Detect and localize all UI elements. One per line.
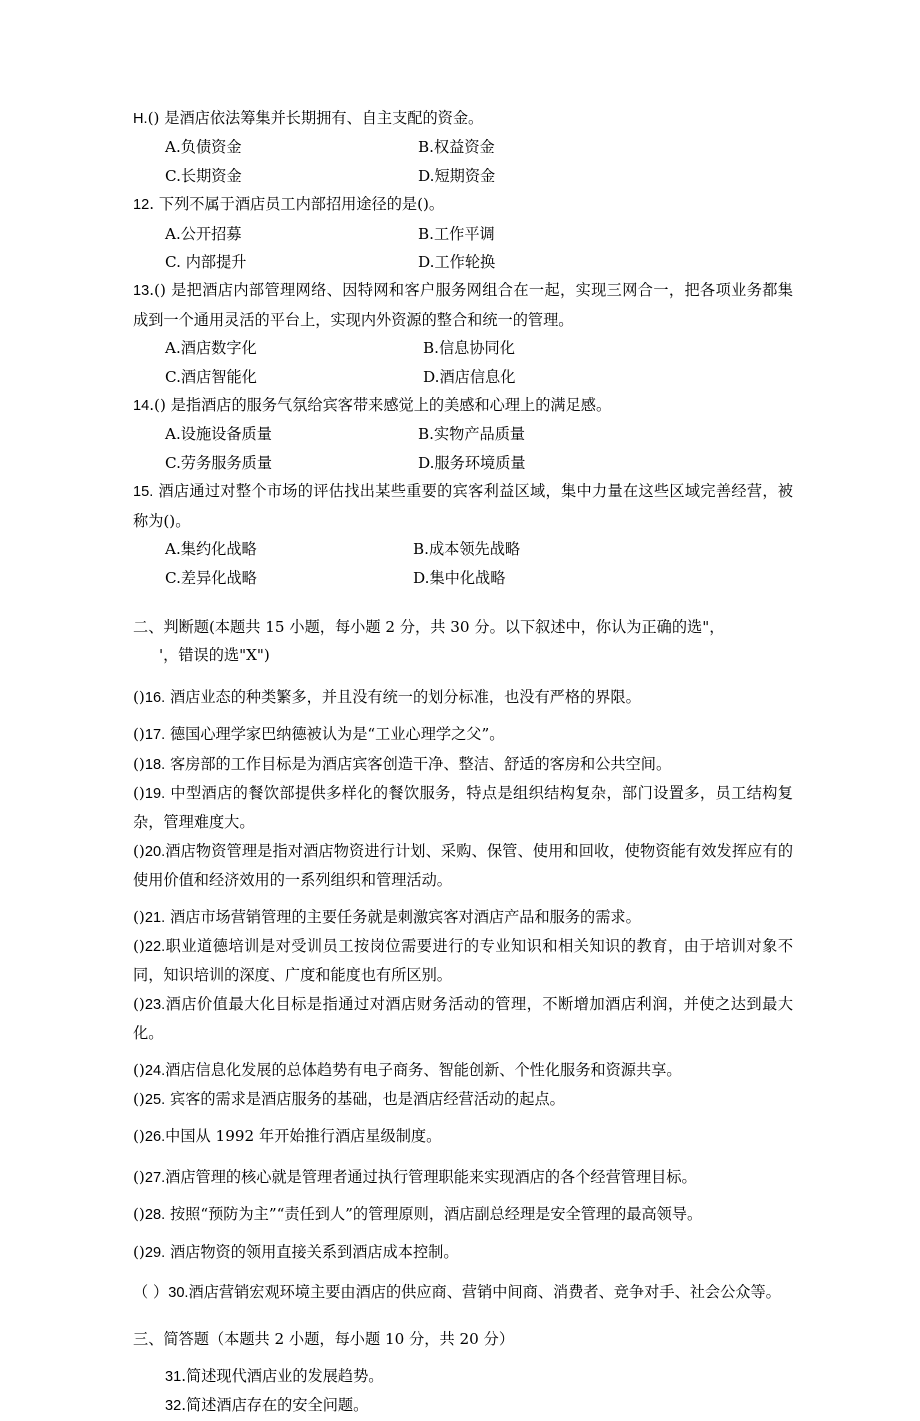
item-number-30: 30. — [168, 1285, 189, 1302]
item-text-23: 酒店价值最大化目标是指通过对酒店财务活动的管理，不断增加酒店利润，并使之达到最大化。 — [133, 994, 793, 1043]
true-false-item-19 — [133, 779, 793, 837]
question-number-12: 12 — [133, 197, 150, 214]
option-b-11[interactable]: B.权益资金 — [418, 138, 495, 157]
true-false-item-18 — [133, 750, 793, 779]
question-options-13-row2 — [133, 363, 793, 391]
section-heading-short-answer: 三、简答题（本题共 2 小题，每小题 10 分，共 20 分） — [133, 1330, 515, 1349]
item-number-22: 22. — [144, 938, 166, 955]
item-number-32: 32 — [165, 1398, 182, 1415]
option-b-14[interactable]: B.实物产品质量 — [418, 425, 526, 444]
option-c-13[interactable]: C.酒店智能化 — [165, 367, 257, 386]
question-number-13: 13 — [133, 283, 150, 300]
item-text-19: 中型酒店的餐饮部提供多样化的餐饮服务，特点是组织结构复杂，部门设置多，员工结构复杂，管理难度大。 — [133, 783, 793, 832]
answer-blank-22[interactable]: () — [133, 936, 145, 955]
true-false-item-23 — [133, 990, 793, 1048]
answer-blank-16[interactable]: () — [133, 687, 145, 706]
item-text-31: .简述现代酒店业的发展趋势。 — [181, 1366, 384, 1385]
item-text-18: 客房部的工作目标是为酒店宾客创造干净、整洁、舒适的客房和公共空间。 — [165, 754, 672, 773]
question-options-15 — [133, 535, 793, 563]
question-text-13: .() 是把酒店内部管理网络、因特网和客户服务网组合在一起，实现三网合一，把各项业务都集成到一个通用灵活的平台上，实现内外资源的整合和统一的管理。 — [133, 281, 793, 329]
question-options-12 — [133, 220, 793, 248]
question-number-11: H. — [133, 111, 148, 127]
item-text-26: 中国从 1992 年开始推行酒店星级制度。 — [165, 1127, 442, 1146]
true-false-item-17 — [133, 720, 793, 749]
answer-blank-27[interactable]: () — [133, 1167, 145, 1186]
answer-blank-30[interactable]: （ ） — [133, 1283, 169, 1302]
option-a-14[interactable]: A.设施设备质量 — [165, 425, 272, 444]
item-number-29: 29. — [144, 1244, 166, 1261]
option-a-15[interactable]: A.集约化战略 — [165, 540, 257, 559]
question-options-11-row2 — [133, 162, 793, 190]
item-number-17: 17. — [144, 727, 166, 744]
question-options-14-row2 — [133, 449, 793, 477]
question-stem-11 — [133, 104, 793, 133]
item-text-32: .简述酒店存在的安全问题。 — [181, 1396, 369, 1415]
item-number-16: 16. — [144, 689, 166, 706]
section-heading-true-false-line2: '，错误的选"X") — [159, 646, 270, 665]
item-number-19: 19. — [144, 785, 166, 802]
section-heading-true-false: 二、判断题(本题共 15 小题，每小题 2 分，共 30 分。以下叙述中，你认为正确的选"， — [133, 617, 725, 636]
option-d-14[interactable]: D.服务环境质量 — [418, 453, 526, 472]
question-number-15: 15. — [133, 484, 154, 501]
item-number-20: 20. — [144, 843, 166, 860]
option-a-13[interactable]: A.酒店数字化 — [165, 339, 257, 358]
document-content — [133, 104, 793, 1421]
item-text-16: 酒店业态的种类繁多，并且没有统一的划分标准，也没有严格的界限。 — [165, 687, 641, 706]
question-stem-13 — [133, 276, 793, 334]
answer-blank-21[interactable]: () — [133, 907, 145, 926]
question-options-14 — [133, 420, 793, 448]
question-text-14: .() 是指酒店的服务气氛给宾客带来感觉上的美感和心理上的满足感。 — [149, 396, 612, 415]
option-d-15[interactable]: D.集中化战略 — [413, 568, 506, 587]
question-text-11: () 是酒店依法筹集并长期拥有、自主支配的资金。 — [147, 109, 484, 127]
true-false-item-20 — [133, 837, 793, 895]
true-false-item-25 — [133, 1085, 793, 1114]
item-number-27: 27. — [144, 1169, 166, 1186]
item-text-21: 酒店市场营销管理的主要任务就是刺激宾客对酒店产品和服务的需求。 — [165, 907, 641, 926]
question-text-12: . 下列不属于酒店员工内部招用途径的是()。 — [149, 195, 445, 214]
option-b-15[interactable]: B.成本领先战略 — [413, 540, 521, 559]
question-stem-15 — [133, 477, 793, 535]
true-false-item-29 — [133, 1238, 793, 1267]
item-number-31: 31 — [165, 1368, 182, 1385]
answer-blank-18[interactable]: () — [133, 754, 145, 773]
option-a-11[interactable]: A.负债资金 — [165, 138, 242, 157]
answer-blank-24[interactable]: () — [133, 1060, 145, 1079]
item-number-26: 26. — [144, 1129, 166, 1146]
item-number-28: 28. — [144, 1207, 166, 1224]
answer-blank-26[interactable]: () — [133, 1127, 145, 1146]
question-stem-14 — [133, 391, 793, 420]
item-number-24: 24. — [144, 1062, 166, 1079]
item-text-17: 德国心理学家巴纳德被认为是“工业心理学之父”。 — [165, 725, 505, 744]
item-text-25: 宾客的需求是酒店服务的基础，也是酒店经营活动的起点。 — [165, 1090, 565, 1108]
true-false-item-24 — [133, 1056, 793, 1085]
question-options-11 — [133, 133, 793, 161]
item-number-18: 18. — [144, 756, 166, 773]
option-c-14[interactable]: C.劳务服务质量 — [165, 453, 273, 472]
item-text-20: 酒店物资管理是指对酒店物资进行计划、采购、保管、使用和回收，使物资能有效发挥应有的使用价值和经济效用的一系列组织和管理活动。 — [133, 841, 793, 890]
item-text-29: 酒店物资的领用直接关系到酒店成本控制。 — [165, 1242, 459, 1261]
option-c-11[interactable]: C.长期资金 — [165, 166, 242, 185]
question-options-12-row2 — [133, 248, 793, 276]
question-options-13 — [133, 334, 793, 362]
answer-blank-25[interactable]: () — [133, 1090, 145, 1108]
option-d-12[interactable]: D.工作轮换 — [418, 253, 496, 272]
item-number-25: 25. — [144, 1092, 166, 1108]
option-a-12[interactable]: A.公开招募 — [165, 224, 242, 243]
option-d-11[interactable]: D.短期资金 — [418, 166, 496, 185]
item-text-24: 酒店信息化发展的总体趋势有电子商务、智能创新、个性化服务和资源共享。 — [165, 1060, 682, 1079]
short-answer-item-32 — [133, 1391, 793, 1420]
option-b-12[interactable]: B.工作平调 — [418, 224, 495, 243]
item-text-30: 酒店营销宏观环境主要由酒店的供应商、营销中间商、消费者、竞争对手、社会公众等。 — [188, 1283, 781, 1302]
true-false-item-22 — [133, 932, 793, 990]
option-c-15[interactable]: C.差异化战略 — [165, 568, 257, 587]
true-false-item-21 — [133, 903, 793, 932]
answer-blank-20[interactable]: () — [133, 841, 145, 860]
answer-blank-19[interactable]: () — [133, 783, 145, 802]
answer-blank-28[interactable]: () — [133, 1205, 145, 1224]
option-b-13[interactable]: B.信息协同化 — [423, 339, 515, 358]
question-stem-12 — [133, 190, 793, 219]
question-number-14: 14 — [133, 398, 150, 415]
item-text-27: 酒店管理的核心就是管理者通过执行管理职能来实现酒店的各个经营管理目标。 — [165, 1167, 697, 1186]
answer-blank-23[interactable]: () — [133, 994, 145, 1013]
true-false-item-28 — [133, 1200, 793, 1229]
question-text-15: 酒店通过对整个市场的评估找出某些重要的宾客利益区域，集中力量在这些区域完善经营，被称为()。 — [133, 482, 793, 530]
true-false-item-27 — [133, 1163, 793, 1192]
item-number-21: 21. — [144, 909, 166, 926]
item-text-22: 职业道德培训是对受训员工按岗位需要进行的专业知识和相关知识的教育，由于培训对象不同，知识培训的深度、广度和能度也有所区别。 — [133, 936, 793, 985]
item-text-28: 按照“预防为主”“责任到人”的管理原则，酒店副总经理是安全管理的最高领导。 — [165, 1205, 703, 1224]
answer-blank-17[interactable]: () — [133, 725, 145, 744]
true-false-item-26 — [133, 1122, 793, 1151]
option-d-13[interactable]: D.酒店信息化 — [423, 367, 516, 386]
answer-blank-29[interactable]: () — [133, 1242, 145, 1261]
short-answer-item-31 — [133, 1362, 793, 1391]
question-options-15-row2 — [133, 564, 793, 592]
item-number-23: 23. — [144, 996, 166, 1013]
true-false-item-30 — [133, 1278, 793, 1307]
true-false-item-16 — [133, 683, 793, 712]
option-c-12[interactable]: C. 内部提升 — [165, 253, 247, 272]
